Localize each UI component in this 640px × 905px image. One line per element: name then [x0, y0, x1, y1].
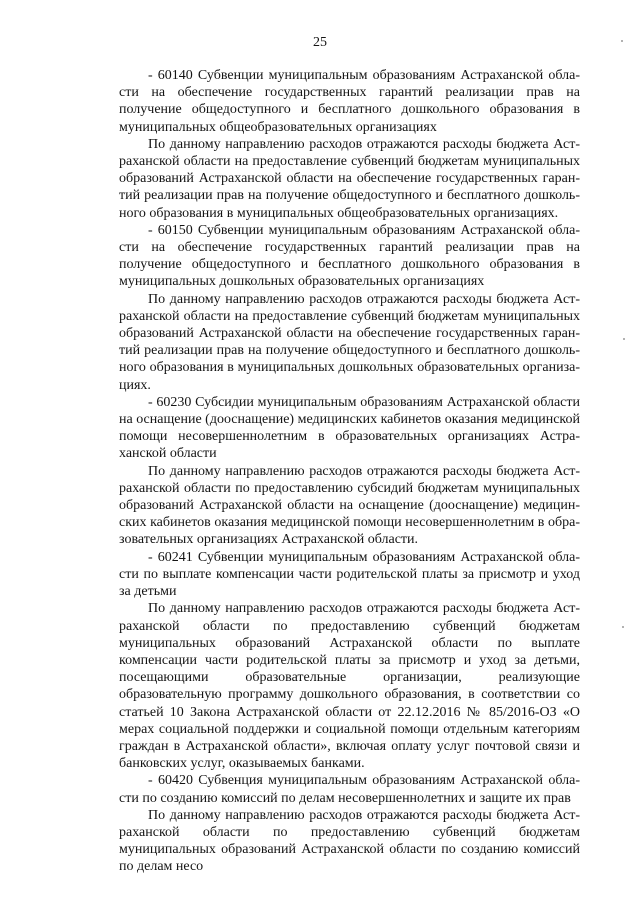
paragraph-60230-description: По данному направлению расходов отражаются расходы бюджета Астраханской области по предоставлению субсидий бюджетам муниципальных образований Астраханской области на оснащение (дооснащение) медицинских кабинетов оказания медицинской помощи несовершеннолетним в образовательных организациях Астраханской области. [119, 463, 580, 548]
paragraph-60150-description: По данному направлению расходов отражаются расходы бюджета Астраханской области на предоставление субвенций бюджетам муниципальных образований Астраханской области на обеспечение государственных гарантий реализации прав на получение общедоступного и бесплатного дошкольного образования в муниципальных дошкольных образовательных организациях. [119, 291, 580, 393]
paragraph-60140-description: По данному направлению расходов отражаются расходы бюджета Астраханской области на предоставление субвенций бюджетам муниципальных образований Астраханской области на обеспечение государственных гарантий реализации прав на получение общедоступного и бесплатного дошкольного образования в муниципальных общеобразовательных организациях. [119, 136, 580, 221]
paragraph-60230-heading: - 60230 Субсидии муниципальным образованиям Астраханской области на оснащение (дооснащение) медицинских кабинетов оказания медицинской помощи несовершеннолетним в образовательных организациях Астраханской области [119, 394, 580, 462]
document-body [119, 67, 580, 876]
scan-speck [622, 626, 624, 628]
paragraph-60241-heading: - 60241 Субвенции муниципальным образованиям Астраханской области по выплате компенсации части родительской платы за присмотр и уход за детьми [119, 549, 580, 600]
paragraph-60241-description: По данному направлению расходов отражаются расходы бюджета Астраханской области по предоставлению субвенций бюджетам муниципальных образований Астраханской области по выплате компенсации части родительской платы за присмотр и уход за детьми, посещающими образовательные организации, реализующие образовательную программу дошкольного образования, в соответствии со статьей 10 Закона Астраханской области от 22.12.2016 № 85/2016-ОЗ «О мерах социальной поддержки и социальной помощи отдельным категориям граждан в Астраханской области», включая оплату услуг почтовой связи и банковских услуг, оказываемых банками. [119, 601, 580, 772]
paragraph-60150-heading: - 60150 Субвенции муниципальным образованиям Астраханской области на обеспечение государственных гарантий реализации прав на получение общедоступного и бесплатного дошкольного образования в муниципальных дошкольных образовательных организациях [119, 222, 580, 290]
scan-speck [623, 338, 625, 340]
page-number: 25 [313, 35, 327, 50]
paragraph-60420-description: По данному направлению расходов отражаются расходы бюджета Астраханской области по предоставлению субвенций бюджетам муниципальных образований Астраханской области по созданию комиссий по делам несо [119, 807, 580, 875]
paragraph-60420-heading: - 60420 Субвенция муниципальным образованиям Астраханской области по созданию комиссий по делам несовершеннолетних и защите их прав [119, 773, 580, 806]
paragraph-60140-heading: - 60140 Субвенции муниципальным образованиям Астраханской области на обеспечение государственных гарантий реализации прав на получение общедоступного и бесплатного дошкольного образования в муниципальных общеобразовательных организациях [119, 68, 580, 135]
scan-speck [621, 40, 623, 42]
